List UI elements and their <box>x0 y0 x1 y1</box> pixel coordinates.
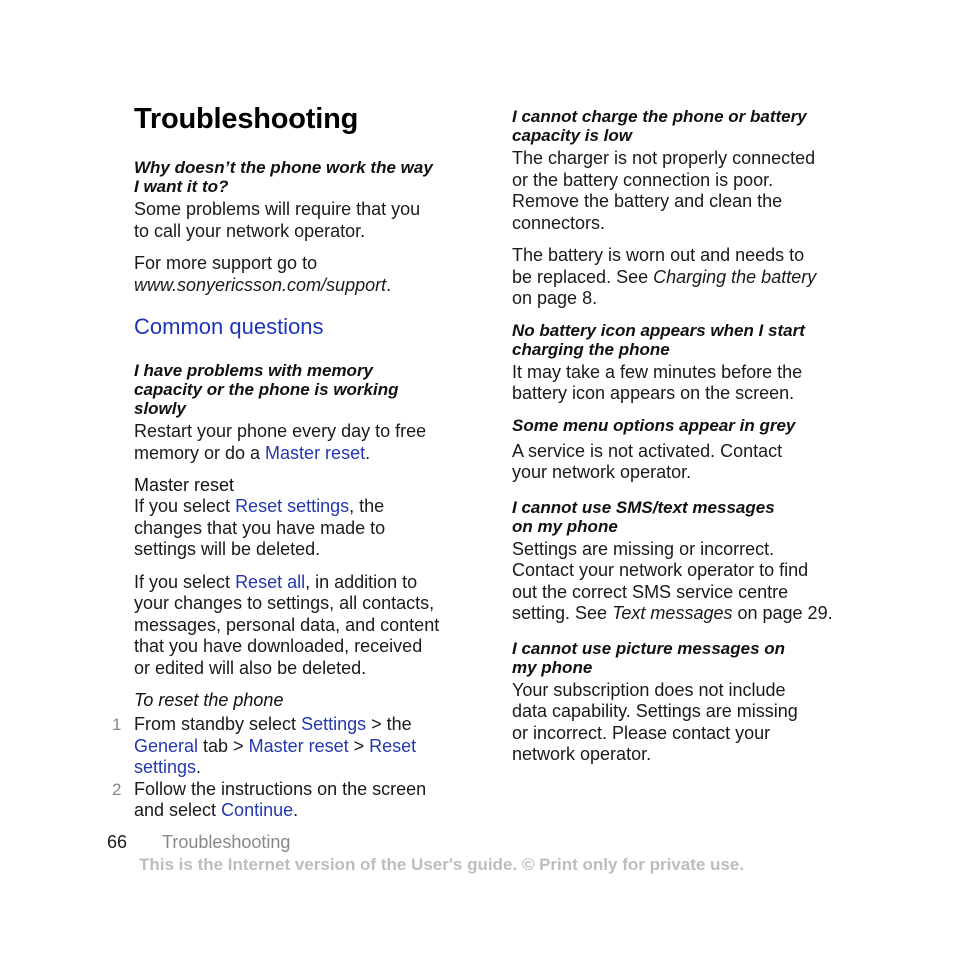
text-line: or incorrect. Please contact your <box>512 722 771 743</box>
text-fragment: be replaced. See <box>512 266 654 287</box>
charging-battery-reference: Charging the battery <box>653 266 817 287</box>
step-number: 2 <box>112 779 122 799</box>
text-line: battery icon appears on the screen. <box>512 383 795 403</box>
question-line: I cannot charge the phone or battery <box>512 107 807 126</box>
question-line: I have problems with memory <box>134 361 374 380</box>
footer-disclaimer: This is the Internet version of the User's guide. © Print only for private use. <box>139 855 745 874</box>
text-line: Restart your phone every day to free <box>134 421 427 441</box>
question-line: I want it to? <box>134 177 229 196</box>
continue-link[interactable]: Continue <box>221 800 294 820</box>
answer-paragraph <box>512 148 847 234</box>
text-fragment: > the <box>366 714 412 734</box>
text-line: to call your network operator. <box>134 220 366 241</box>
text-line: your changes to settings, all contacts, <box>134 593 435 613</box>
text-messages-reference: Text messages <box>612 603 733 623</box>
left-column <box>112 100 464 822</box>
reset-settings-link-step[interactable]: Reset <box>369 735 417 756</box>
text-line: or edited will also be deleted. <box>134 657 367 678</box>
text-line: changes that you have made to <box>134 517 386 538</box>
text-fragment: on page 29. <box>732 603 833 623</box>
text-line: Settings are missing or incorrect. <box>512 538 775 559</box>
question-battery-icon <box>512 321 847 359</box>
answer-paragraph <box>512 441 847 484</box>
question-picture-messages <box>512 639 847 677</box>
to-reset-heading: To reset the phone <box>134 690 284 710</box>
text-fragment: From standby select <box>134 714 302 734</box>
answer-paragraph <box>134 421 464 464</box>
text-line: settings will be deleted. <box>134 539 321 559</box>
question-line: charging the phone <box>512 339 670 359</box>
support-paragraph <box>134 253 464 296</box>
page-title: Troubleshooting <box>134 103 359 135</box>
question-line: No battery icon appears when I start <box>512 320 805 340</box>
text-fragment: If you select <box>134 496 236 516</box>
punctuation: . <box>196 757 202 777</box>
question-line: capacity is low <box>512 126 632 145</box>
question-line: capacity or the phone is working <box>134 380 399 399</box>
text-fragment: and select <box>134 800 222 820</box>
question-line: on my phone <box>512 516 618 536</box>
question-charging <box>512 107 847 145</box>
text-line: Contact your network operator to find <box>512 560 809 580</box>
master-reset-link-step[interactable]: Master reset <box>248 735 349 756</box>
right-column <box>512 107 847 777</box>
answer-paragraph <box>512 680 847 766</box>
text-line: The charger is not properly connected <box>512 148 816 168</box>
answer-paragraph <box>512 362 847 405</box>
general-tab-link[interactable]: General <box>134 735 199 756</box>
text-fragment: memory or do a <box>134 442 266 463</box>
text-line: For more support go to <box>134 253 318 273</box>
question-line: I cannot use SMS/text messages <box>512 497 775 517</box>
punctuation: . <box>293 800 299 820</box>
text-line: data capability. Settings are missing <box>512 701 798 721</box>
master-reset-link[interactable]: Master reset <box>265 442 366 463</box>
section-heading-common-questions: Common questions <box>134 314 324 339</box>
step-number: 1 <box>112 715 122 734</box>
question-line: slowly <box>134 399 186 418</box>
question-grey-menu: Some menu options appear in grey <box>512 415 796 435</box>
text-line: that you have downloaded, received <box>134 636 423 656</box>
question-sms <box>512 498 847 536</box>
reset-all-paragraph <box>134 572 464 680</box>
answer-paragraph <box>134 199 464 242</box>
text-line: The battery is worn out and needs to <box>512 245 805 265</box>
text-fragment: , in addition to <box>305 571 418 592</box>
punctuation: . <box>365 442 371 463</box>
question-line: Why doesn’t the phone work the way <box>134 158 433 177</box>
answer-paragraph <box>512 539 847 625</box>
reset-settings-link-step-cont[interactable]: settings <box>134 757 197 777</box>
footer-section-title: Troubleshooting <box>162 832 291 852</box>
text-line: your network operator. <box>512 462 692 482</box>
question-memory <box>134 361 464 418</box>
question-line: I cannot use picture messages on <box>512 638 786 658</box>
text-line: Some problems will require that you <box>134 199 421 219</box>
text-line: network operator. <box>512 744 652 764</box>
battery-worn-paragraph <box>512 245 847 310</box>
text-fragment: , the <box>349 496 385 516</box>
question-phone-not-working <box>134 158 464 196</box>
text-line: A service is not activated. Contact <box>512 440 783 461</box>
reset-all-link[interactable]: Reset all <box>235 571 306 592</box>
text-line: connectors. <box>512 212 606 233</box>
text-line: Your subscription does not include <box>512 679 786 700</box>
question-line: my phone <box>512 657 593 677</box>
text-line: on page 8. <box>512 288 598 308</box>
settings-link[interactable]: Settings <box>301 714 367 734</box>
reset-settings-paragraph <box>134 496 464 561</box>
text-fragment: If you select <box>134 571 236 592</box>
text-line: out the correct SMS service centre <box>512 581 789 602</box>
reset-settings-link[interactable]: Reset settings <box>235 496 350 516</box>
punctuation: . <box>386 274 392 295</box>
text-fragment: setting. See <box>512 603 613 623</box>
text-line: It may take a few minutes before the <box>512 361 803 382</box>
master-reset-heading: Master reset <box>134 475 235 495</box>
text-line: Follow the instructions on the screen <box>134 778 427 799</box>
text-fragment: > <box>348 735 370 756</box>
text-line: or the battery connection is poor. <box>512 169 774 190</box>
text-fragment: tab > <box>198 735 249 756</box>
support-url: www.sonyericsson.com/support <box>134 274 387 295</box>
step-1 <box>112 714 464 779</box>
text-line: Remove the battery and clean the <box>512 191 783 211</box>
page-number: 66 <box>107 832 128 852</box>
text-line: messages, personal data, and content <box>134 614 440 635</box>
step-2 <box>112 778 464 822</box>
